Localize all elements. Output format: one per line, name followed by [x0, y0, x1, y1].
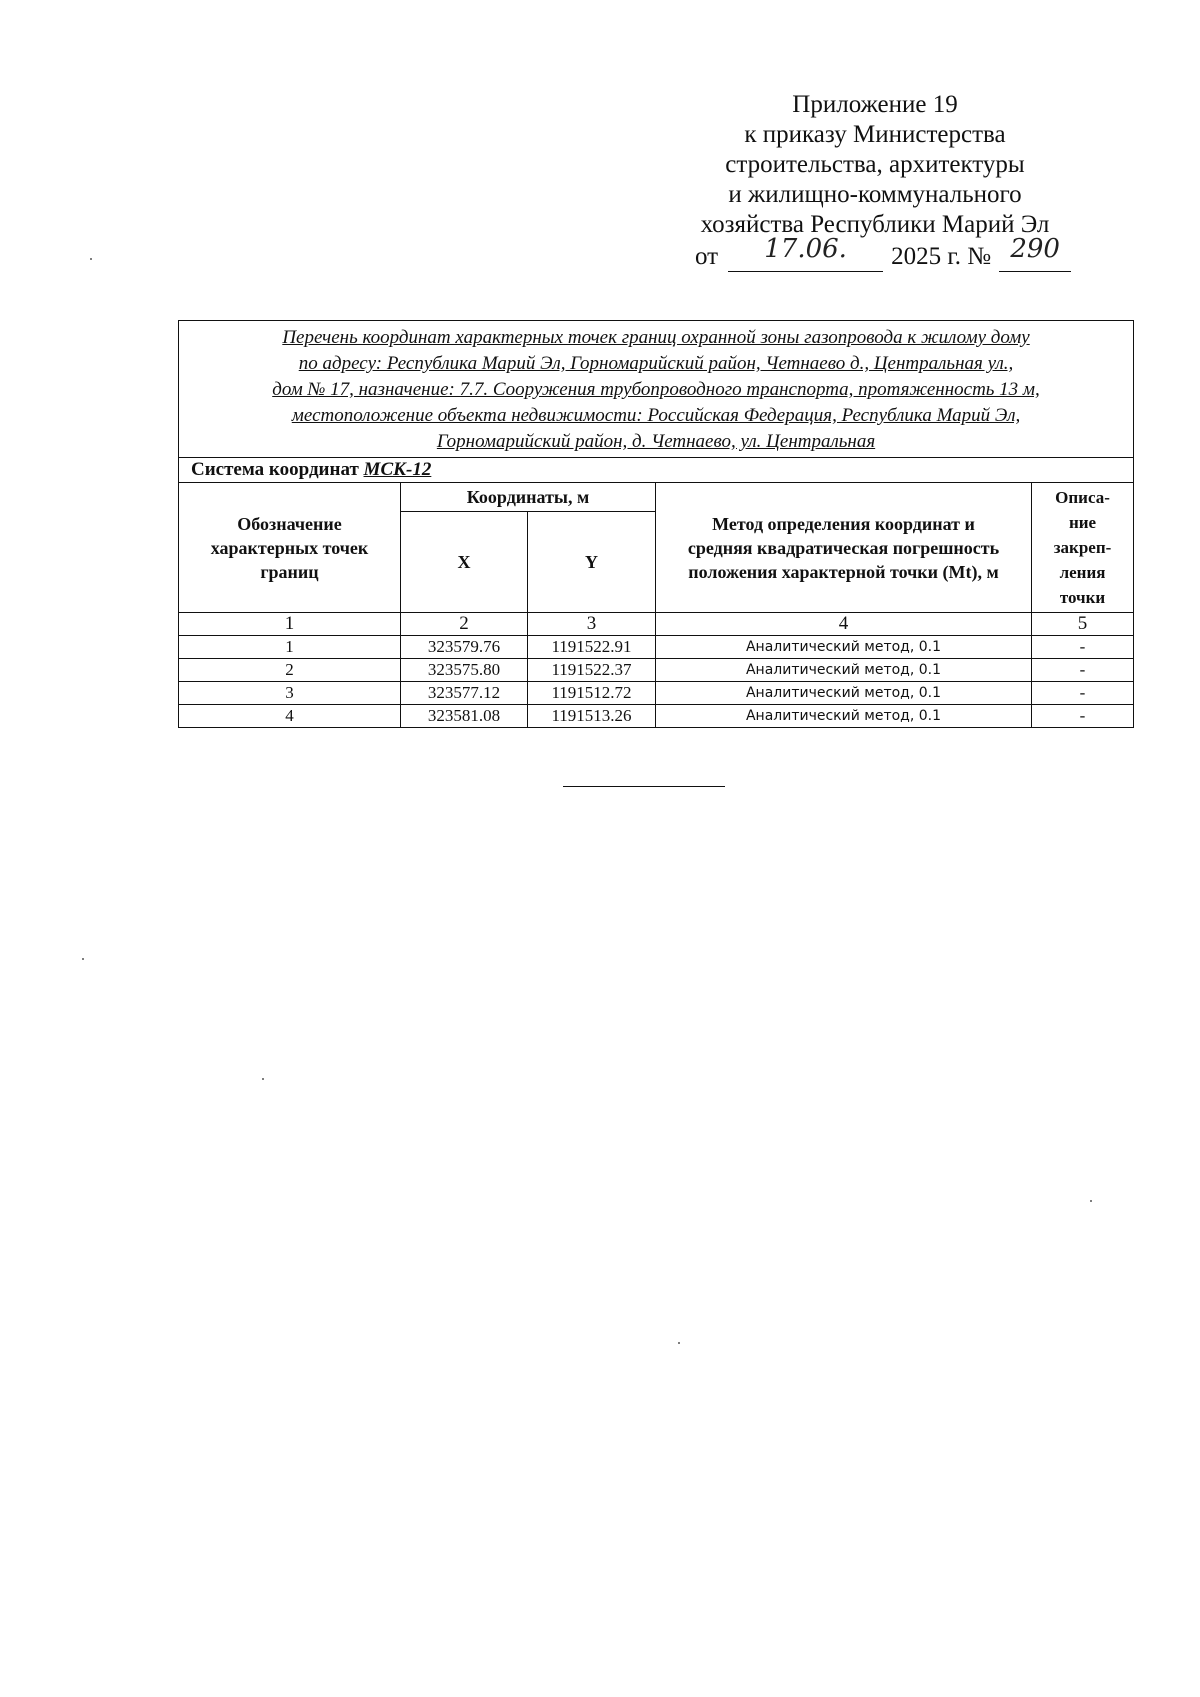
column-number: 4 [656, 613, 1032, 636]
header-line: и жилищно-коммунального [728, 181, 1022, 208]
title-line: дом № 17, назначение: 7.7. Сооружения трубопроводного транспорта, протяженность 13 м, [272, 379, 1040, 400]
date-field [728, 234, 883, 272]
column-number: 5 [1032, 613, 1134, 636]
description-cell: - [1032, 682, 1134, 705]
column-number: 3 [528, 613, 656, 636]
year-number-label: 2025 г. № [891, 243, 992, 270]
header-description [1032, 483, 1134, 613]
document-end-line [563, 786, 725, 787]
coordinate-y: 1191512.72 [528, 682, 656, 705]
table-row [179, 682, 1134, 705]
point-number: 2 [179, 659, 401, 682]
header-line: хозяйства Республики Марий Эл [700, 211, 1050, 238]
scan-speck [678, 1342, 680, 1344]
coordinate-system-label: Система координат [191, 459, 359, 480]
point-number: 4 [179, 705, 401, 728]
table-row [179, 705, 1134, 728]
title-line: Горномарийский район, д. Четнаево, ул. Центральная [436, 431, 876, 452]
method-cell: Аналитический метод, 0.1 [656, 705, 1032, 728]
description-cell: - [1032, 636, 1134, 659]
coordinate-x: 323579.76 [401, 636, 528, 659]
header-description-part: закреп- [1053, 538, 1112, 557]
column-number: 1 [179, 613, 401, 636]
method-cell: Аналитический метод, 0.1 [656, 659, 1032, 682]
title-row [179, 321, 1134, 458]
column-number-row [179, 613, 1134, 636]
header-description-part: точки [1059, 588, 1106, 607]
header-line: к приказу Министерства [744, 121, 1006, 148]
description-cell: - [1032, 659, 1134, 682]
coordinate-x: 323581.08 [401, 705, 528, 728]
coordinate-system-value: МСК-12 [363, 459, 432, 480]
coordinates-table-container [178, 320, 1133, 728]
header-description-part: ние [1068, 513, 1097, 532]
scan-speck [1090, 1200, 1092, 1202]
point-number: 1 [179, 636, 401, 659]
coordinate-y: 1191522.91 [528, 636, 656, 659]
header-y: Y [528, 512, 656, 613]
header-x: X [401, 512, 528, 613]
appendix-title: Приложение 19 [792, 91, 958, 118]
coordinate-system [179, 458, 1134, 483]
coordinate-x: 323577.12 [401, 682, 528, 705]
scan-speck [90, 258, 92, 260]
point-number: 3 [179, 682, 401, 705]
appendix-header [640, 90, 1110, 272]
header-row-1 [179, 483, 1134, 512]
description-cell: - [1032, 705, 1134, 728]
coordinate-system-row [179, 458, 1134, 483]
coordinate-x: 323575.80 [401, 659, 528, 682]
header-coordinates: Координаты, м [401, 483, 656, 512]
coordinates-table [178, 320, 1134, 728]
header-description-part: ления [1059, 563, 1106, 582]
scan-speck [262, 1078, 264, 1080]
method-cell: Аналитический метод, 0.1 [656, 636, 1032, 659]
column-number: 2 [401, 613, 528, 636]
date-prefix: от [695, 243, 719, 270]
table-title [179, 321, 1134, 458]
coordinate-y: 1191513.26 [528, 705, 656, 728]
header-point-designation: Обозначение характерных точек границ [179, 483, 401, 613]
title-line: местоположение объекта недвижимости: Российская Федерация, Республика Марий Эл, [291, 405, 1021, 426]
handwritten-date: 17.06. [764, 234, 847, 264]
title-line: Перечень координат характерных точек границ охранной зоны газопровода к жилому дому [282, 327, 1030, 348]
title-line: по адресу: Республика Марий Эл, Горномарийский район, Четнаево д., Центральная ул., [298, 353, 1014, 374]
handwritten-number: 290 [1010, 234, 1060, 264]
header-description-part: Описа- [1055, 488, 1110, 507]
coordinate-y: 1191522.37 [528, 659, 656, 682]
number-field [999, 234, 1071, 272]
header-line: строительства, архитектуры [725, 151, 1025, 178]
table-row [179, 636, 1134, 659]
table-row [179, 659, 1134, 682]
scan-speck [82, 958, 84, 960]
method-cell: Аналитический метод, 0.1 [656, 682, 1032, 705]
order-date-number-row [640, 234, 1110, 272]
header-method: Метод определения координат и средняя квадратическая погрешность положения характерной точки (Mt), м [656, 483, 1032, 613]
